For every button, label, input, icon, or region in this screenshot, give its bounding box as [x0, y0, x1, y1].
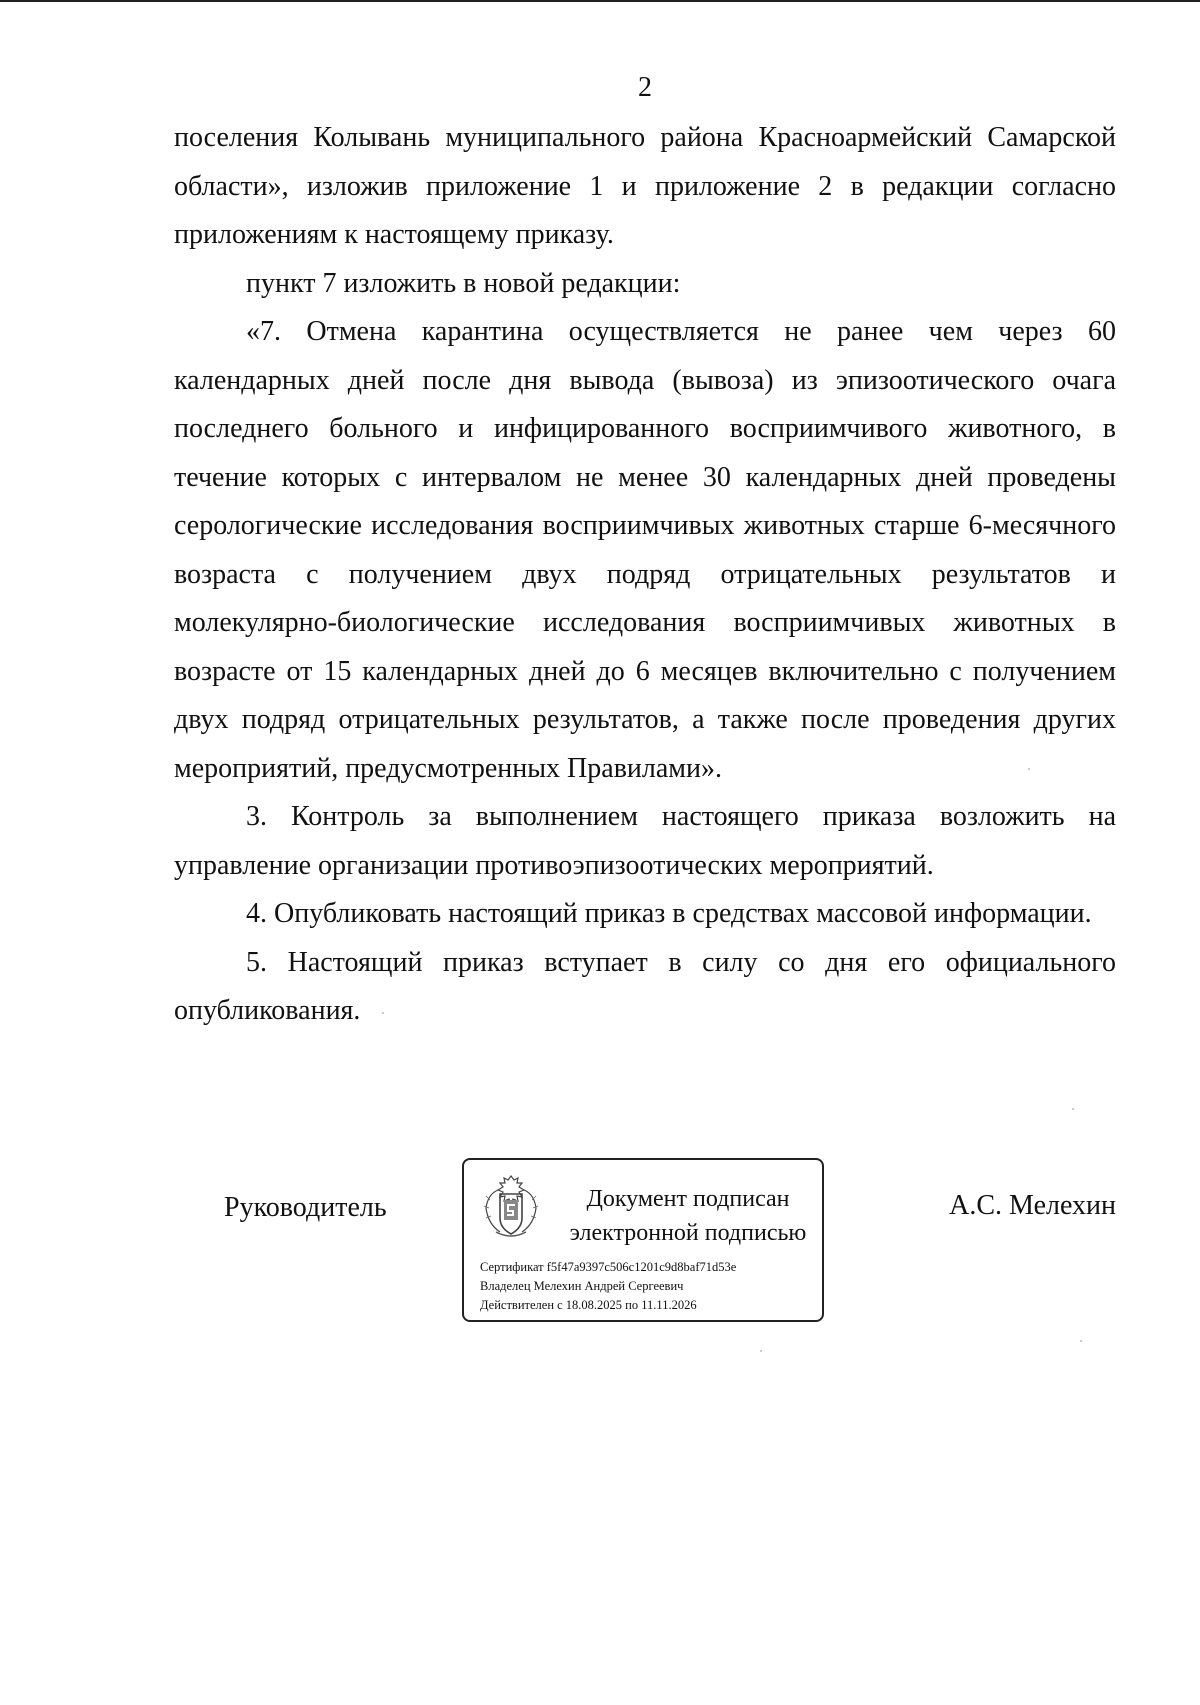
top-border-line	[0, 0, 1200, 2]
esign-owner: Владелец Мелехин Андрей Сергеевич	[480, 1279, 684, 1293]
esign-title-line-1: Документ подписан	[586, 1186, 790, 1212]
paragraph-item-5: 5. Настоящий приказ вступает в силу со дня его официального опубликования.	[174, 946, 1116, 1026]
esign-details	[480, 1258, 736, 1315]
esign-certificate: Сертификат f5f47a9397c506c1201c9d8baf71d53e	[480, 1260, 737, 1274]
scan-speck	[1072, 1108, 1074, 1110]
signatory-role: Руководитель	[224, 1192, 387, 1223]
page-number: 2	[638, 72, 652, 103]
paragraph-point-7-text: «7. Отмена карантина осуществляется не ранее чем через 60 календарных дней после дня вывода (вывоза) из эпизоотического очага последнего больного и инфицированного восприимчивого животного, в течение которых с интервалом не менее 30 календарных дней проведены серологические исследования восприимчивых животных старше 6-месячного возраста с получением двух подряд отрицательных результатов и молекулярно-биологические исследования восприимчивых животных в возрасте от 15 календарных дней до 6 месяцев включительно с получением двух подряд отрицательных результатов, а также после проведения других мероприятий, предусмотренных Правилами».	[174, 316, 1116, 784]
paragraph-item-3: 3. Контроль за выполнением настоящего приказа возложить на управление организации противоэпизоотических мероприятий.	[174, 801, 1116, 881]
signatory-name: А.С. Мелехин	[949, 1190, 1116, 1221]
esign-title-line-2: электронной подписью	[569, 1220, 807, 1246]
signature-block	[0, 1158, 1200, 1328]
paragraph-item-4: 4. Опубликовать настоящий приказ в средствах массовой информации.	[246, 898, 1092, 929]
scan-speck	[760, 1350, 762, 1352]
document-body	[174, 114, 1116, 1036]
coat-of-arms-icon	[480, 1170, 542, 1242]
electronic-signature-stamp	[462, 1158, 824, 1322]
esign-validity: Действителен с 18.08.2025 по 11.11.2026	[480, 1298, 697, 1312]
scan-speck	[1080, 1340, 1082, 1342]
scan-speck	[382, 1012, 384, 1014]
scan-speck	[1028, 768, 1030, 770]
esign-title	[560, 1182, 816, 1250]
paragraph-point-7-intro: пункт 7 изложить в новой редакции:	[246, 267, 681, 299]
paragraph-continuation: поселения Колывань муниципального района Красноармейский Самарской области», изложив приложение 1 и приложение 2 в редакции согласно приложениям к настоящему приказу.	[174, 122, 1116, 250]
